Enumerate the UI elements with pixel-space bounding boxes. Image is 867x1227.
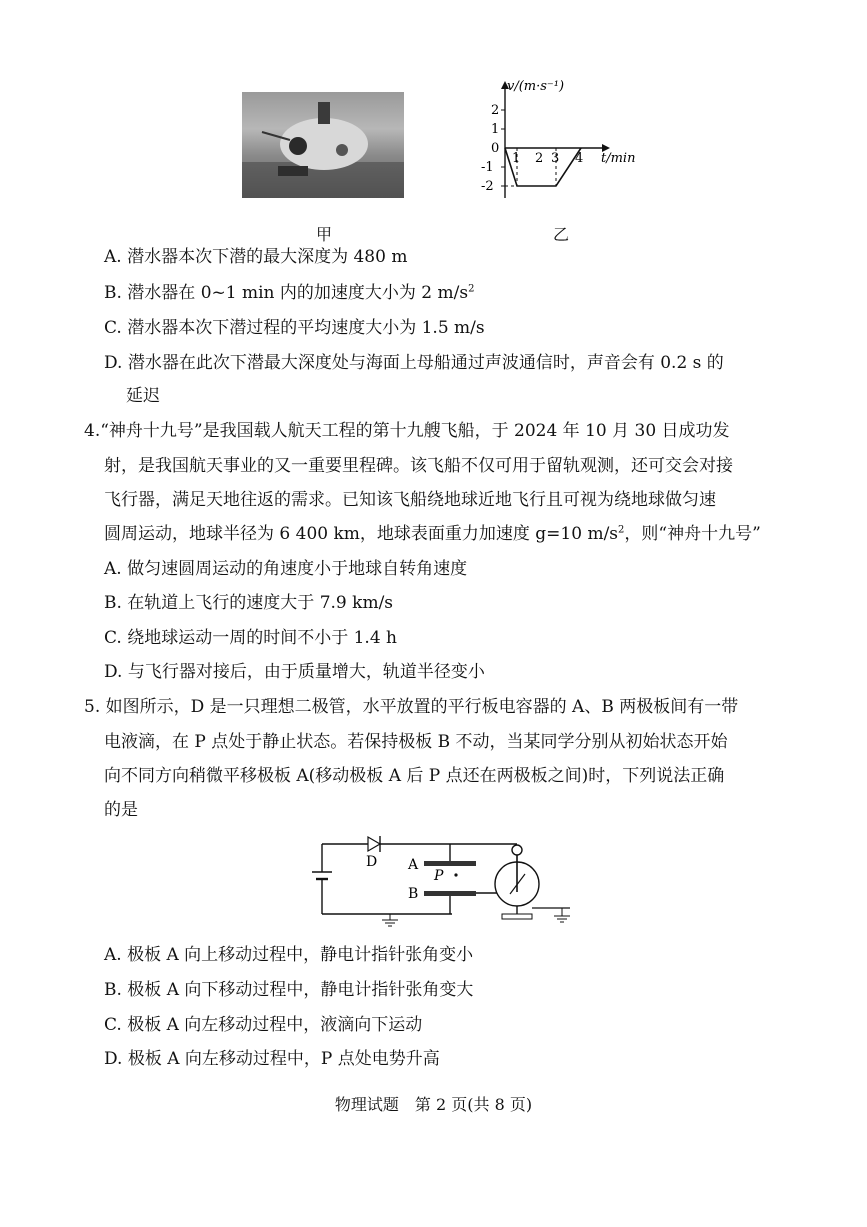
- q3-option-c: C. 潜水器本次下潜过程的平均速度大小为 1.5 m/s: [104, 318, 485, 338]
- q3-option-a: A. 潜水器本次下潜的最大深度为 480 m: [104, 247, 408, 267]
- label-b: B: [408, 886, 419, 902]
- q5-stem-line-4: 的是: [104, 800, 138, 820]
- y-tick: 2: [491, 103, 500, 118]
- y-tick: -2: [481, 179, 494, 194]
- q5-stem-line-1: 5. 如图所示，D 是一只理想二极管，水平放置的平行板电容器的 A、B 两极板间有一带: [84, 697, 739, 717]
- x-tick: 4: [575, 151, 584, 166]
- y-tick: -1: [481, 160, 494, 175]
- graph-x-label: t/min: [601, 151, 636, 166]
- q3-option-d: D. 潜水器在此次下潜最大深度处与海面上母船通过声波通信时，声音会有 0.2 s 的: [104, 353, 724, 373]
- x-tick: 2: [535, 151, 544, 166]
- q4-option-b: B. 在轨道上飞行的速度大于 7.9 km/s: [104, 593, 394, 613]
- q5-option-b: B. 极板 A 向下移动过程中，静电计指针张角变大: [104, 980, 474, 1000]
- label-p: P: [434, 868, 444, 884]
- y-tick: 1: [491, 122, 500, 137]
- q3-option-b: B. 潜水器在 0~1 min 内的加速度大小为 2 $m/s^2$: [104, 283, 475, 303]
- velocity-time-graph: [455, 76, 655, 206]
- q5-option-a: A. 极板 A 向上移动过程中，静电计指针张角变小: [104, 945, 474, 965]
- graph-y-label: v/(m·s⁻¹): [507, 79, 565, 94]
- q5-stem-line-3: 向不同方向稍微平移极板 A(移动极板 A 后 P 点还在两极板之间)时，下列说法正确: [104, 766, 725, 786]
- y-tick: 0: [491, 141, 500, 156]
- caption-jia: 甲: [316, 225, 333, 244]
- label-a: A: [408, 857, 419, 873]
- x-tick: 1: [512, 151, 521, 166]
- q4-stem-line-3: 飞行器，满足天地往返的需求。已知该飞船绕地球近地飞行且可视为绕地球做匀速: [104, 490, 716, 510]
- x-tick: 3: [551, 151, 560, 166]
- q4-stem-line-1: 4.“神舟十九号”是我国载人航天工程的第十九艘飞船，于 2024 年 10 月 30 日成功发: [84, 421, 730, 441]
- capacitor-circuit-diagram: [312, 828, 582, 928]
- q4-stem-line-4: 圆周运动，地球半径为 6 400 km，地球表面重力加速度 g=10 $m/s^2$，则“神舟十九号”: [104, 524, 761, 544]
- q4-stem-line-2: 射，是我国航天事业的又一重要里程碑。该飞船不仅可用于留轨观测，还可交会对接: [104, 456, 733, 476]
- q4-option-a: A. 做匀速圆周运动的角速度小于地球自转角速度: [104, 559, 468, 579]
- diode-symbol: [368, 837, 380, 851]
- q5-option-d: D. 极板 A 向左移动过程中，P 点处电势升高: [104, 1049, 440, 1069]
- label-d: D: [366, 854, 378, 870]
- q4-option-c: C. 绕地球运动一周的时间不小于 1.4 h: [104, 628, 398, 648]
- submersible-photo: [242, 92, 404, 198]
- q3-option-d-cont: 延迟: [126, 386, 160, 406]
- q4-option-d: D. 与飞行器对接后，由于质量增大，轨道半径变小: [104, 662, 485, 682]
- page-footer: 物理试题 第 2 页(共 8 页): [334, 1095, 533, 1114]
- q5-option-c: C. 极板 A 向左移动过程中，液滴向下运动: [104, 1015, 423, 1035]
- caption-yi: 乙: [553, 225, 570, 244]
- q5-stem-line-2: 电液滴，在 P 点处于静止状态。若保持极板 B 不动，当某同学分别从初始状态开始: [104, 732, 728, 752]
